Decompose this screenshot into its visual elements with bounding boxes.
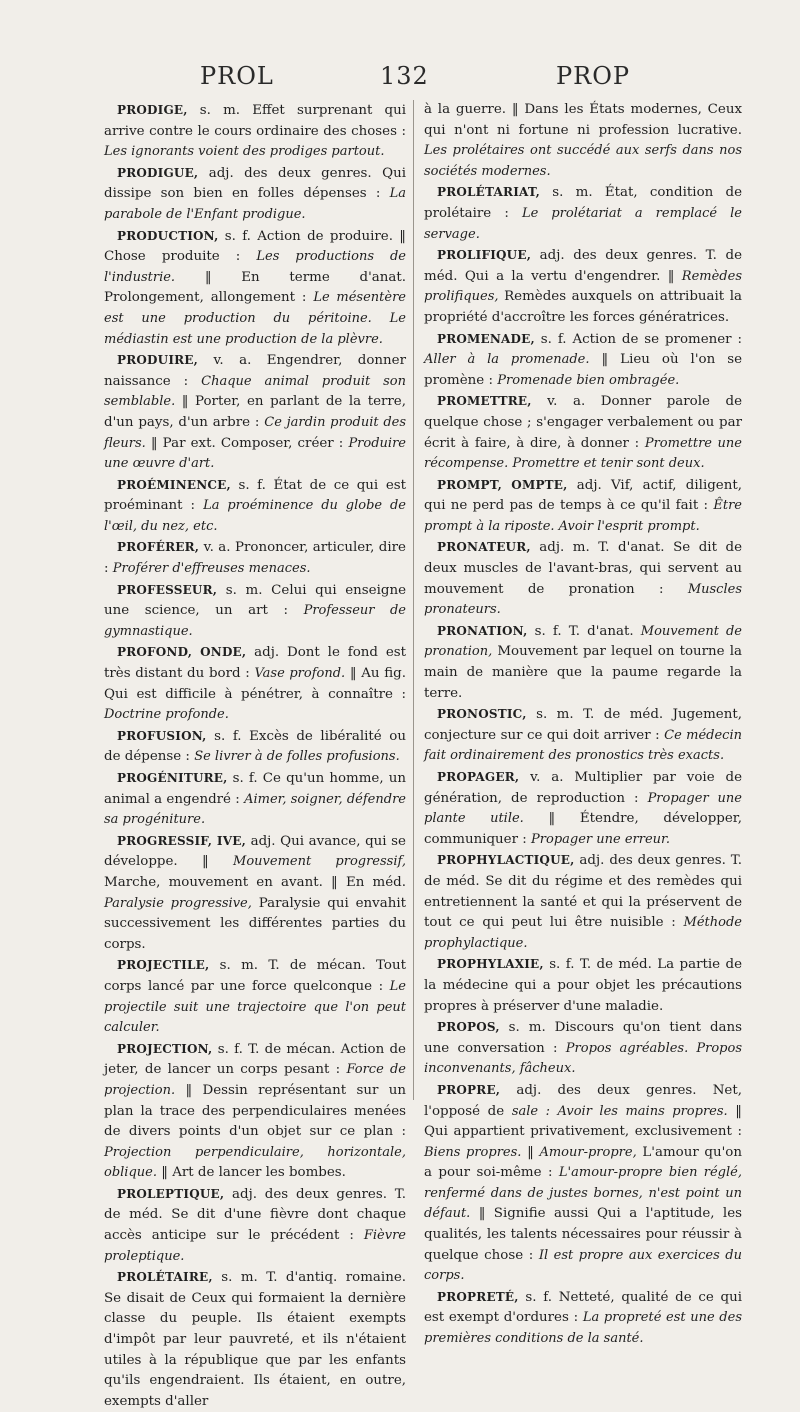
entry-definition: s. f. Netteté, qualité de ce qui est exempt d'ordures :	[424, 1289, 742, 1326]
dictionary-entry	[424, 537, 742, 620]
entry-example: Les ignorants voient des prodiges partout.	[104, 144, 385, 160]
dictionary-entry	[424, 329, 742, 392]
dictionary-entry	[424, 391, 742, 474]
entry-definition: v. a. Donner parole de quelque chose ; s'engager verbalement ou par écrit à faire, à dire, à donner :	[424, 394, 742, 451]
dictionary-entry	[104, 580, 406, 643]
dictionary-entry	[104, 100, 406, 163]
entry-definition: s. m. Effet surprenant qui arrive contre le cours ordinaire des choses :	[104, 103, 406, 139]
entry-example: Propos agréables. Propos inconvenants, fâcheux.	[424, 1040, 742, 1077]
entry-definition: s. m. T. de méd. Jugement, conjecture sur ce qui doit arriver :	[424, 707, 742, 743]
dictionary-entry	[104, 350, 406, 475]
entry-example: Le prolétariat a remplacé le servage.	[424, 205, 742, 242]
entry-example: Fièvre proleptique.	[104, 1228, 406, 1264]
dictionary-entry	[424, 245, 742, 328]
entry-definition: Marche, mouvement en avant. ‖ En méd.	[104, 874, 406, 890]
entry-definition: ‖ Signifie aussi Qui a l'aptitude, les qualités, les talents nécessaires pour réussir à quelque chose :	[424, 1206, 742, 1263]
entry-definition: L'amour qu'on a pour soi-même :	[424, 1144, 742, 1181]
entry-headword: PROGRESSIF, IVE,	[117, 833, 246, 848]
entry-definition: à la guerre. ‖ Dans les États modernes, Ceux qui n'ont ni fortune ni profession lucrative.	[424, 102, 742, 138]
entry-example: La parabole de l'Enfant prodigue.	[104, 186, 406, 222]
entry-definition: ‖ Par ext. Composer, créer :	[145, 435, 349, 451]
entry-definition: s. f. Action de produire. ‖ Chose produite :	[104, 228, 406, 265]
entry-definition: adj. des deux genres. T. de méd. Se dit d'une fièvre dont chaque accès anticipe sur le précédent :	[104, 1186, 406, 1244]
entry-definition: s. f. Ce qu'un homme, un animal a engendré :	[104, 771, 406, 807]
entry-example: Mouvement progressif,	[233, 854, 406, 870]
entry-headword: PROFUSION,	[117, 728, 207, 743]
entry-headword: PROMPT, OMPTE,	[437, 477, 568, 492]
entry-definition: adj. des deux genres. Net, l'opposé de	[424, 1082, 742, 1119]
entry-example: La proéminence du globe de l'œil, du nez, etc.	[104, 498, 407, 534]
entry-definition: s. f. T. de méd. La partie de la médecine qui a pour objet les précautions propres à préserver d'une maladie.	[424, 957, 742, 1014]
entry-example: Ce médecin fait ordinairement des pronostics très exacts.	[424, 727, 742, 764]
entry-example: La propreté est une des premières conditions de la santé.	[424, 1310, 742, 1347]
entry-headword: PROFESSEUR,	[117, 582, 218, 597]
entry-headword: PROLIFIQUE,	[437, 248, 532, 263]
entry-example: Doctrine profonde.	[104, 707, 229, 723]
entry-definition: adj. Vif, actif, diligent, qui ne perd pas de temps à ce qu'il fait :	[424, 477, 742, 514]
entry-definition: adj. m. T. d'anat. Se dit de deux muscles de l'avant-bras, qui servent au mouvement de pronation :	[424, 540, 742, 597]
entry-example: Propager une plante utile.	[424, 790, 742, 827]
entry-headword: PROLÉTARIAT,	[437, 185, 541, 200]
dictionary-entry	[424, 1080, 742, 1287]
entry-headword: PROJECTION,	[117, 1041, 213, 1056]
dictionary-entry	[104, 475, 406, 538]
entry-headword: PRODIGE,	[117, 103, 188, 117]
entry-headword: PROPOS,	[437, 1020, 500, 1035]
entry-headword: PRODIGUE,	[117, 165, 199, 180]
entry-definition: s. m. T. de mécan. Tout corps lancé par une force quelconque :	[104, 958, 406, 994]
entry-definition: s. f. État de ce qui est proéminant :	[104, 477, 406, 514]
dictionary-entry	[424, 475, 742, 538]
dictionary-entry	[424, 767, 742, 850]
header-right-word: PROP	[556, 62, 631, 90]
entry-headword: PRONOSTIC,	[437, 707, 527, 722]
entry-definition: v. a. Engendrer, donner naissance :	[104, 353, 406, 389]
entry-headword: PRODUIRE,	[117, 353, 199, 368]
entry-definition: s. m. Discours qu'on tient dans une conversation :	[424, 1020, 742, 1056]
dictionary-entry	[424, 621, 742, 704]
entry-definition: Mouvement par lequel on tourne la main de manière que la paume regarde la terre.	[424, 644, 742, 701]
dictionary-entry	[104, 1184, 406, 1267]
entry-example: Mouvement de pronation,	[424, 623, 742, 660]
entry-headword: PROGÉNITURE,	[117, 771, 228, 785]
dictionary-entry	[104, 831, 406, 956]
entry-headword: PROMENADE,	[437, 331, 535, 346]
entry-example: Remèdes prolifiques,	[424, 268, 742, 305]
entry-definition: s. f. T. de mécan. Action de jeter, de lancer un corps pesant :	[104, 1041, 406, 1078]
entry-definition: Paralysie qui envahit successivement les différentes parties du corps.	[104, 895, 406, 952]
right-column	[424, 100, 742, 1350]
dictionary-entry	[424, 954, 742, 1017]
entry-definition: s. m. État, condition de prolétaire :	[424, 185, 742, 221]
entry-headword: PROMETTRE,	[437, 394, 532, 409]
entry-example: Promenade bien ombragée.	[497, 372, 680, 388]
entry-example: Force de projection.	[104, 1062, 406, 1098]
entry-example: Proférer d'effreuses menaces.	[112, 561, 311, 577]
entry-definition: adj. des deux genres. Qui dissipe son bien en folles dépenses :	[104, 165, 406, 202]
entry-example: Aller à la promenade.	[424, 352, 590, 368]
entry-definition: Remèdes auxquels on attribuait la propriété d'accroître les forces génératrices.	[424, 289, 742, 325]
entry-definition: s. f. T. d'anat.	[527, 623, 641, 639]
dictionary-entry	[424, 704, 742, 767]
entry-example: Méthode prophylactique.	[424, 915, 742, 951]
entry-headword: PROPRE,	[437, 1082, 501, 1097]
dictionary-entry	[104, 642, 406, 725]
entry-example: Muscles pronateurs.	[424, 581, 742, 618]
entry-definition: adj. Dont le fond est très distant du bord :	[104, 645, 406, 682]
entry-example: Ce jardin produit des fleurs.	[104, 414, 407, 451]
entry-definition: ‖ Dessin représentant sur un plan la trace des perpendiculaires menées de divers points d'un objet sur ce plan :	[104, 1082, 406, 1140]
entry-definition: ‖ Art de lancer les bombes.	[156, 1165, 346, 1181]
entry-headword: PROFÉRER,	[117, 540, 200, 555]
entry-headword: PROPRETÉ,	[437, 1289, 519, 1304]
entry-example: Amour-propre,	[539, 1144, 637, 1160]
entry-example: sale : Avoir les mains propres.	[511, 1103, 728, 1119]
header-left-word: PROL	[200, 62, 274, 90]
entry-example: Chaque animal produit son semblable.	[104, 373, 406, 410]
entry-definition: s. f. Excès de libéralité ou de dépense :	[104, 728, 406, 765]
dictionary-entry	[104, 726, 406, 768]
entry-headword: PROJECTILE,	[117, 958, 210, 973]
running-header	[0, 62, 800, 92]
entry-example: Aimer, soigner, défendre sa progéniture.	[104, 791, 406, 828]
dictionary-entry	[424, 850, 742, 954]
entry-example: Les productions de l'industrie.	[104, 249, 406, 285]
entry-example: Projection perpendiculaire, horizontale, oblique.	[104, 1144, 406, 1181]
dictionary-entry	[424, 1287, 742, 1350]
dictionary-entry	[424, 100, 742, 182]
entry-definition: v. a. Multiplier par voie de génération, de reproduction :	[424, 770, 742, 806]
entry-example: Promettre une récompense. Promettre et tenir sont deux.	[424, 435, 742, 472]
entry-headword: PRODUCTION,	[117, 228, 219, 243]
entry-headword: PROLEPTIQUE,	[117, 1186, 225, 1201]
entry-headword: PRONATION,	[437, 623, 528, 638]
entry-headword: PROLÉTAIRE,	[117, 1270, 213, 1285]
dictionary-entry	[104, 1267, 406, 1412]
dictionary-entry	[104, 768, 406, 831]
entry-definition: adj. Qui avance, qui se développe. ‖	[104, 833, 406, 870]
entry-definition: ‖	[521, 1144, 540, 1160]
dictionary-entry	[104, 537, 406, 579]
entry-example: Le projectile suit une trajectoire que l'on peut calculer.	[104, 978, 406, 1036]
entry-headword: PROPHYLACTIQUE,	[437, 853, 575, 868]
dictionary-entry	[424, 1017, 742, 1080]
entry-example: Biens propres.	[424, 1144, 522, 1160]
dictionary-entry	[104, 1039, 406, 1184]
entry-definition: ‖ Qui appartient privativement, exclusivement :	[424, 1103, 742, 1140]
entry-example: Professeur de gymnastique.	[104, 603, 406, 639]
entry-example: Se livrer à de folles profusions.	[194, 749, 400, 765]
left-column	[104, 100, 406, 1412]
entry-definition: s. m. T. d'antiq. romaine. Se disait de Ceux qui formaient la dernière classe du peuple. Ils étaient exempts d'impôt par leur pauvreté, et ils n'étaient utiles à la république que par les enfants qu'ils engendraient. Ils étaient, en outre, exempts d'aller	[104, 1270, 406, 1409]
entry-definition: adj. des deux genres. T. de méd. Se dit du régime et des remèdes qui entretiennent la santé et qui la préservent de tout ce qui peut lui être nuisible :	[424, 853, 742, 931]
entry-definition: v. a. Prononcer, articuler, dire :	[104, 540, 406, 577]
entry-definition: s. f. Action de se promener :	[534, 331, 742, 347]
entry-definition: ‖ Lieu où l'on se promène :	[424, 352, 742, 388]
entry-example: Vase profond.	[254, 666, 346, 682]
dictionary-entry	[104, 163, 406, 226]
dictionary-entry	[104, 955, 406, 1038]
entry-headword: PROFOND, ONDE,	[117, 645, 247, 660]
entry-definition: ‖ En terme d'anat. Prolongement, allongement :	[104, 269, 406, 306]
entry-definition: adj. des deux genres. T. de méd. Qui a la vertu d'engendrer. ‖	[424, 248, 742, 284]
entry-example: L'amour-propre bien réglé, renfermé dans de justes bornes, n'est point un défaut.	[424, 1165, 742, 1222]
entry-headword: PROÉMINENCE,	[117, 477, 231, 492]
entry-example: Les prolétaires ont succédé aux serfs dans nos sociétés modernes.	[424, 143, 742, 179]
entry-example: Être prompt à la riposte. Avoir l'esprit prompt.	[424, 498, 742, 534]
entry-definition: ‖ Porter, en parlant de la terre, d'un pays, d'un arbre :	[104, 394, 406, 430]
entry-headword: PROPHYLAXIE,	[437, 957, 544, 972]
entry-example: Propager une erreur.	[531, 831, 670, 847]
dictionary-entry	[424, 182, 742, 245]
entry-example: Le mésentère est une production du péritoine. Le médiastin est une production de la plèvre.	[104, 290, 406, 347]
entry-headword: PRONATEUR,	[437, 540, 531, 555]
entry-example: Il est propre aux exercices du corps.	[424, 1247, 742, 1284]
page-number: 132	[380, 62, 429, 90]
entry-headword: PROPAGER,	[437, 770, 520, 784]
column-divider	[413, 100, 414, 1100]
entry-example: Produire une œuvre d'art.	[104, 435, 406, 472]
entry-example: Paralysie progressive,	[104, 895, 252, 911]
entry-definition: ‖ Au fig. Qui est difficile à pénétrer, à connaître :	[104, 666, 406, 702]
entry-definition: s. m. Celui qui enseigne une science, un art :	[104, 582, 406, 619]
dictionary-entry	[104, 226, 406, 351]
entry-definition: ‖ Étendre, développer, communiquer :	[424, 811, 742, 847]
